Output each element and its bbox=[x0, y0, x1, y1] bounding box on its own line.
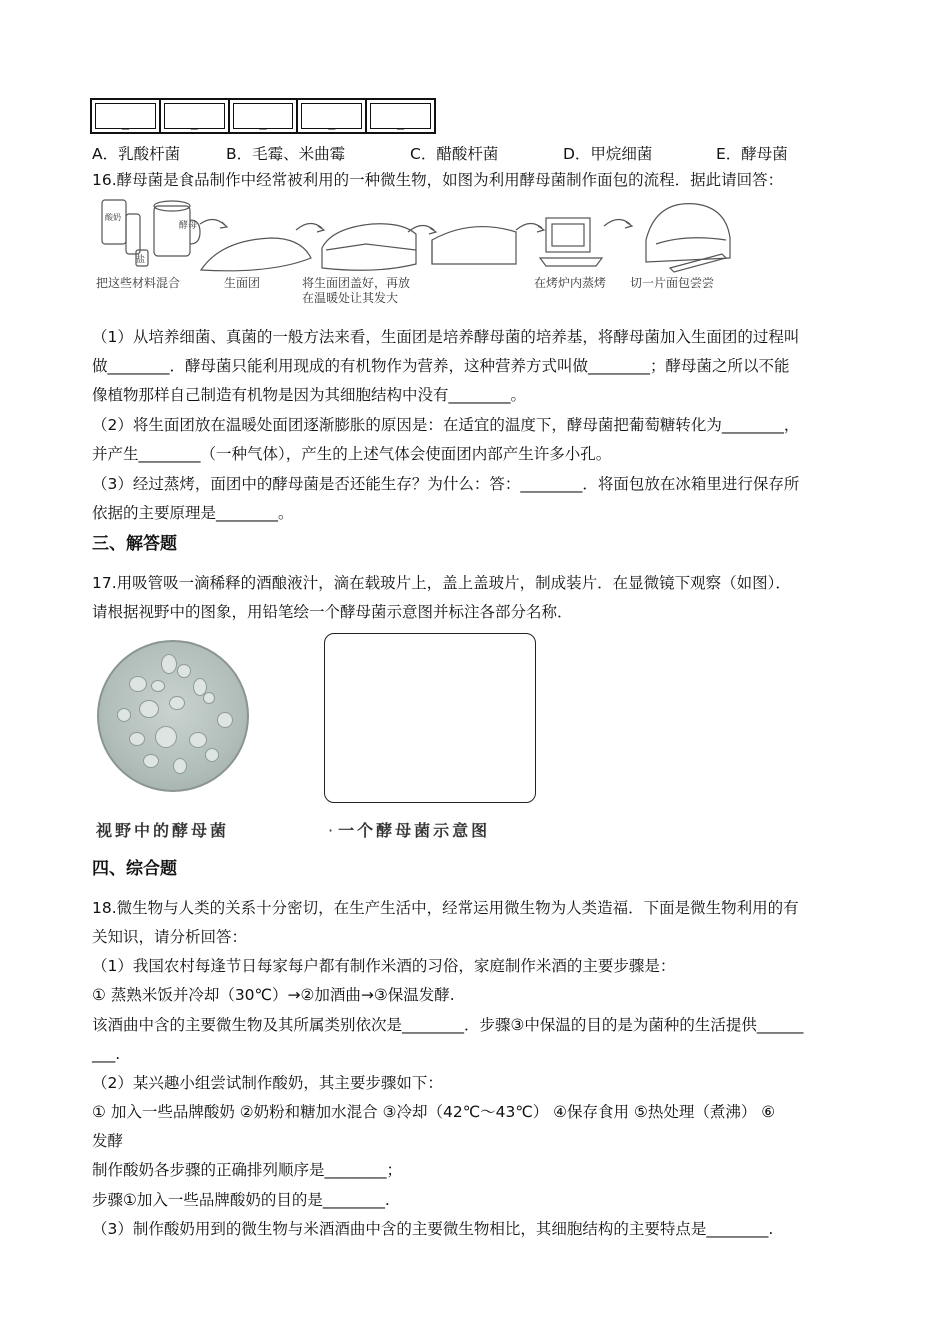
step-taste-label: 切一片面包尝尝 bbox=[630, 276, 715, 290]
step-rise-label-1: 将生面团盖好，再放 bbox=[302, 276, 411, 290]
answer-cell[interactable]: _ bbox=[92, 100, 161, 132]
jar-label: 酵母 bbox=[179, 221, 198, 231]
milk-box-label: 酸奶 bbox=[105, 213, 121, 222]
q18-line: 步骤①加入一些品牌酸奶的目的是________. bbox=[92, 1191, 390, 1209]
answer-cell[interactable]: _ bbox=[230, 100, 299, 132]
caption-yeast-diagram: · 一个酵母菌示意图 bbox=[328, 821, 491, 840]
step-bake-label: 在烤炉内蒸烤 bbox=[534, 276, 607, 290]
q18-line: 发酵 bbox=[92, 1132, 124, 1150]
step-mix-label: 把这些材料混合 bbox=[96, 276, 181, 290]
option-d[interactable]: D．甲烷细菌 bbox=[563, 145, 653, 163]
q16-line: 并产生________（一种气体），产生的上述气体会使面团内部产生许多小孔。 bbox=[92, 445, 612, 463]
q16-line: （1）从培养细菌、真菌的一般方法来看，生面团是培养酵母菌的培养基，将酵母菌加入生面团的过程叫 bbox=[92, 328, 800, 346]
section-3-title: 三、解答题 bbox=[92, 534, 177, 554]
q18-line: 制作酸奶各步骤的正确排列顺序是________； bbox=[92, 1161, 403, 1179]
q18-line: 关知识，请分析回答： bbox=[92, 928, 248, 946]
option-b[interactable]: B．毛霉、米曲霉 bbox=[226, 145, 346, 163]
q16-line: 依据的主要原理是________。 bbox=[92, 504, 294, 522]
q18-line: （1）我国农村每逢节日每家每户都有制作米酒的习俗，家庭制作米酒的主要步骤是： bbox=[92, 957, 676, 975]
q16-line: （3）经过蒸烤，面团中的酵母菌是否还能生存？为什么：答：________．将面包放在冰箱里进行保存所 bbox=[92, 475, 800, 493]
step-dough-label: 生面团 bbox=[224, 276, 261, 290]
caption-microscope-view: 视野中的酵母菌 bbox=[96, 821, 230, 840]
q18-line: ① 蒸熟米饭并冷却（30℃）→②加酒曲→③保温发酵. bbox=[92, 986, 455, 1004]
microscope-view-image bbox=[97, 640, 249, 792]
q18-line: （2）某兴趣小组尝试制作酸奶，其主要步骤如下： bbox=[92, 1074, 443, 1092]
q18-line: 18.微生物与人类的关系十分密切，在生产生活中，经常运用微生物为人类造福．下面是微生物利用的有 bbox=[92, 899, 799, 917]
answer-cell[interactable]: _ bbox=[298, 100, 367, 132]
step-rise-label-2: 在温暖处让其发大 bbox=[302, 291, 399, 305]
salt-label: 盐 bbox=[136, 255, 146, 265]
answer-table bbox=[90, 98, 436, 134]
q16-line: 做________．酵母菌只能利用现成的有机物作为营养，这种营养方式叫做________；酵母菌之所以不能 bbox=[92, 357, 790, 375]
q16-stem: 16.酵母菌是食品制作中经常被利用的一种微生物，如图为利用酵母菌制作面包的流程．据此请回答： bbox=[92, 171, 784, 189]
section-4-title: 四、综合题 bbox=[92, 859, 177, 879]
q18-line: ___. bbox=[92, 1045, 121, 1063]
drawing-box[interactable] bbox=[324, 633, 536, 803]
q18-line: 该酒曲中含的主要微生物及其所属类别依次是________．步骤③中保温的目的是为菌种的生活提供______ bbox=[92, 1016, 804, 1034]
option-e[interactable]: E．酵母菌 bbox=[716, 145, 788, 163]
q18-line: （3）制作酸奶用到的微生物与米酒酒曲中含的主要微生物相比，其细胞结构的主要特点是________. bbox=[92, 1220, 774, 1238]
option-c[interactable]: C．醋酸杆菌 bbox=[410, 145, 499, 163]
answer-cell[interactable]: _ bbox=[161, 100, 230, 132]
q17-line: 17.用吸管吸一滴稀释的酒酿液汁，滴在载玻片上，盖上盖玻片，制成装片．在显微镜下观察（如图）． bbox=[92, 574, 791, 592]
q17-line: 请根据视野中的图象，用铅笔绘一个酵母菌示意图并标注各部分名称． bbox=[92, 603, 573, 621]
option-a[interactable]: A．乳酸杆菌 bbox=[92, 145, 181, 163]
answer-cell[interactable]: _ bbox=[367, 100, 434, 132]
q18-line: ① 加入一些品牌酸奶 ②奶粉和糖加水混合 ③冷却（42℃～43℃） ④保存食用 ⑤热处理（煮沸） ⑥ bbox=[92, 1103, 776, 1121]
q16-line: （2）将生面团放在温暖处面团逐渐膨胀的原因是：在适宜的温度下，酵母菌把葡萄糖转化为________， bbox=[92, 416, 800, 434]
bread-process-figure bbox=[96, 190, 736, 308]
q16-line: 像植物那样自己制造有机物是因为其细胞结构中没有________。 bbox=[92, 386, 527, 404]
